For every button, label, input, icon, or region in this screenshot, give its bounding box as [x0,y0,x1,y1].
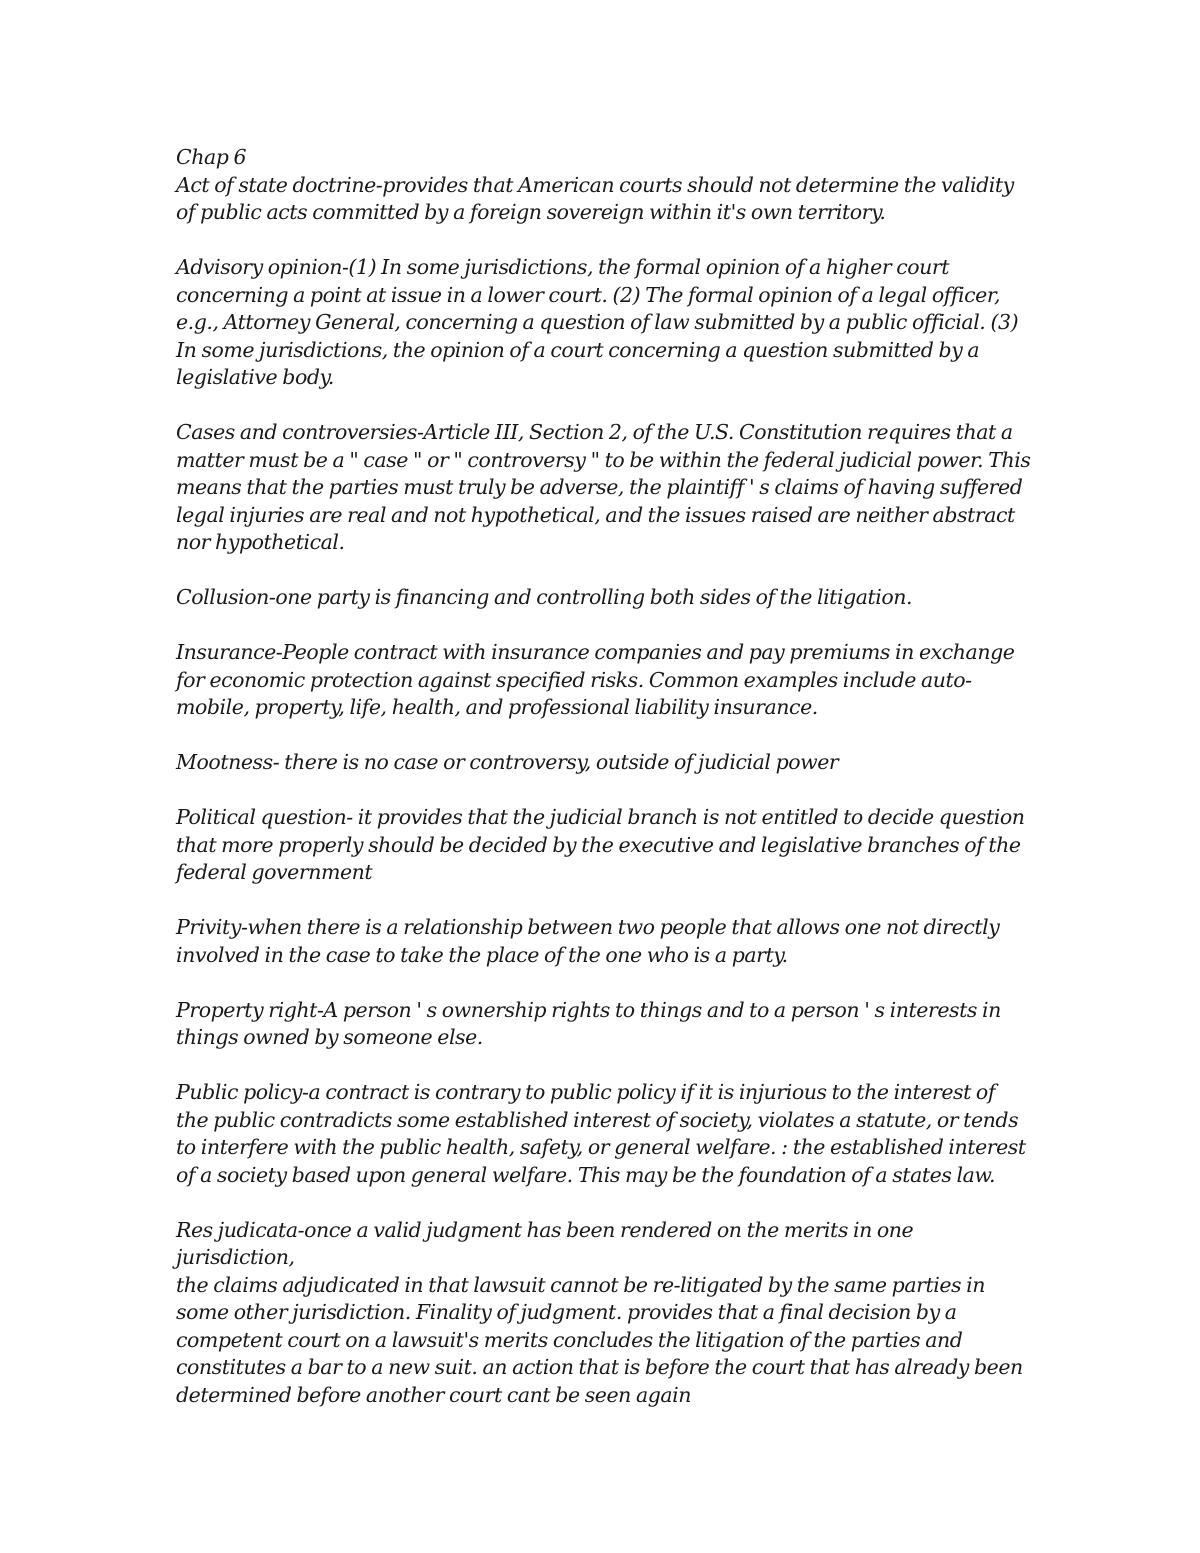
entry-cases-and-controversies: Cases and controversies-Article III, Section 2, of the U.S. Constitution requires that a matter must be a " case " or " controversy " to be within the federal judicial power. This means that the parties must truly be adverse, the plaintiff ' s claims of having suffered legal injuries are real and not hypothetical, and the issues raised are neither abstract nor hypothetical. [176,420,1031,554]
entry-advisory-opinion: Advisory opinion-(1) In some jurisdictions, the formal opinion of a higher court concerning a point at issue in a lower court. (2) The formal opinion of a legal officer, e.g., Attorney General, concerning a question of law submitted by a public official. (3) In some jurisdictions, the opinion of a court concerning a question submitted by a legislative body. [176,255,1019,389]
document-page [176,144,1036,1437]
entry-act-of-state-doctrine: Act of state doctrine-provides that American courts should not determine the validity of public acts committed by a foreign sovereign within it's own territory. [176,172,1014,224]
entry-mootness: Mootness- there is no case or controversy, outside of judicial power [176,750,839,774]
entry-political-question: Political question- it provides that the judicial branch is not entitled to decide question that more properly should be decided by the executive and legislative branches of the federal government [176,805,1025,884]
entry-res-judicata: Res judicata-once a valid judgment has been rendered on the merits in one jurisdiction, the claims adjudicated in that lawsuit cannot be re-litigated by the same parties in some other jurisdiction. Finality of judgment. provides that a final decision by a competent court on a lawsuit's merits concludes the litigation of the parties and constitutes a bar to a new suit. an action that is before the court that has already been determined before another court cant be seen again [176,1217,1023,1407]
entry-property-right: Property right-A person ' s ownership rights to things and to a person ' s interests in things owned by someone else. [176,997,1001,1049]
entry-public-policy: Public policy-a contract is contrary to public policy if it is injurious to the interest of the public contradicts some established interest of society, violates a statute, or tends to interfere with the public health, safety, or general welfare. : the established interest of a society based upon general welfare. This may be the foundation of a states law. [176,1080,1026,1187]
entry-insurance: Insurance-People contract with insurance companies and pay premiums in exchange for economic protection against specified risks. Common examples include auto- mobile, property, life, health, and professional liability insurance. [176,640,1015,719]
entry-collusion: Collusion-one party is financing and controlling both sides of the litigation. [176,585,913,609]
entry-privity: Privity-when there is a relationship between two people that allows one not directly involved in the case to take the place of the one who is a party. [176,915,1000,967]
chapter-heading: Chap 6 [176,145,247,169]
